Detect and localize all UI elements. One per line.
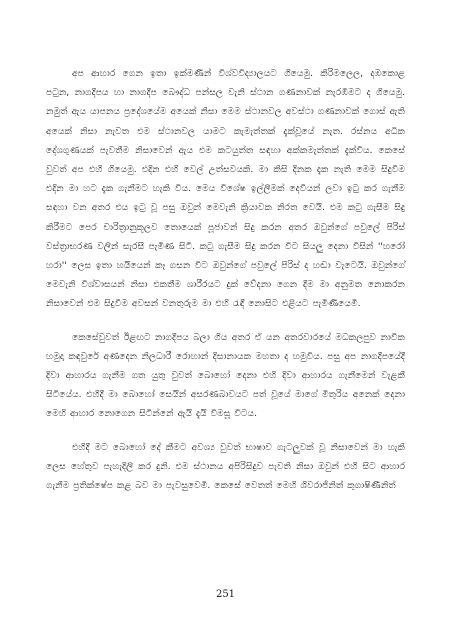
paragraph-1: අප ආහාර ගෙන ඉතා ඉක්මණින් විශ්වවිද්‍යාලයට ගියෙමු. කිරිමලෙල, දඹකොළ පටුන, නාගදීපය හා නාගදීප බෞද්ධ පන්සල වැනි ස්ථාන ගණනාවක් නැරඹීමට ද ගියෙමු. නමුත් ඇය යාපනය ප්‍රදේශයේම අයෙක් නිසා මෙම ස්ථානවල අවස්ථා ගණනාවක් ගොස් ඇති අයෙක් නිසා නැවත එම ස්ථානවල යාමට කැමැත්තක් දැක්වූයේ නැත. රස්නය අධික දේශගුණයක් පැවතීම නිසාවෙන් ඇය එම කටයුත්ත සඳහා අක්කමැත්තක් දැක්විය. කෙසේ වුවත් අප එහි ගියෙමු. එදින එහි වෙල් උත්සවයකි. මා කිසි දිනක දැක නැති මෙම සිදුවීම එදින මා හට දැක ගැනීමට හැකි විය. මෙය විශේෂ ඉල්ලීමක් දෙවියන් ලවා ඉටු කර ගැනීම සඳහා වන අතර එය ඉටු වූ පසු ඔවුන් මෙවැනි ක්‍රියාවක නිරත වෙයි. එම කටු ගැසීම සිදු කිරීමට පෙර චාරිත්‍රානුකූලව තොයෙක් පූජාවන් සිදු කරන අතර ඔවුන්ගේ පවුලේ පිරිස් වස්ත්‍රාභරණ වලින් සැරසී පැමිණ සිටී. කටු ගැසීම සිදු කරන විට සියලු දෙනා විසින් ''හරෝ හරා'' ලෙස ඉතා හයියෙන් කෑ ගසන විට ඔවුන්ගේ පවුලේ පිරිස් ද හඬා වැටෙයි. ඔවුන්ගේ මෙවැනි විශ්වාසයන් නිසා එකතීම ශාරීරයට දුක් වේදනා ගෙන දීම මා අනුමත නොකරන නිසාවෙන් එම සිදුවීම අවසන් වනතුරුම මා එහි රැඳී නොසිට එළියට පැමිණියෙමි. [46,68,405,310]
page-number: 251 [215,589,236,600]
paragraph-2: කෙසේවුවත් ඊළඟට නාගදීපය බලා ගිය අතර ඒ යන අතරවාරයේ මධකලපුව නාවික හමුදා කඳවුරේ අණදෙන නිලධාරී රොහාන් දිසානායක මහතා ද හමුවිය. පසු අප නාගදීපයේදී දිවා ආහාරය ගැනීම ගත යුතු වුවත් බොහෝ දෙනා එහි දිවා ආහාරය ගැනීමෙන් වැළකී සිටියේය. එහිදී මා බොහෝ සෙයින් අසරණබාවයට පත් වූයේ මාගේ මිතුරිය අනෙක් දෙනා මෙහි ආහාර නොගෙන සිටින්නේ ඇයි දැයි විමසූ විටය. [46,331,405,420]
body-text [46,64,405,495]
paragraph-3: එහිදී මට බොහෝ දේ කීමට අවශ්‍ය වුවත් භාෂාව ගැටලුවක් වූ නිසාවෙන් මා හැකි ලෙස හේතුව පැහැදිලි කර දුනි. එම ස්ථානය අපිරිසිදුව පැවති නිසා ඔවුන් එහි සිට ආහාර ගැනීම ප්‍රතික්ෂේප කළ බව මා පැවසුවෙමි. කෙසේ වෙතත් මෙහි ශිවරාජිනිත් කුගාෂිණීනිත් [46,441,405,492]
